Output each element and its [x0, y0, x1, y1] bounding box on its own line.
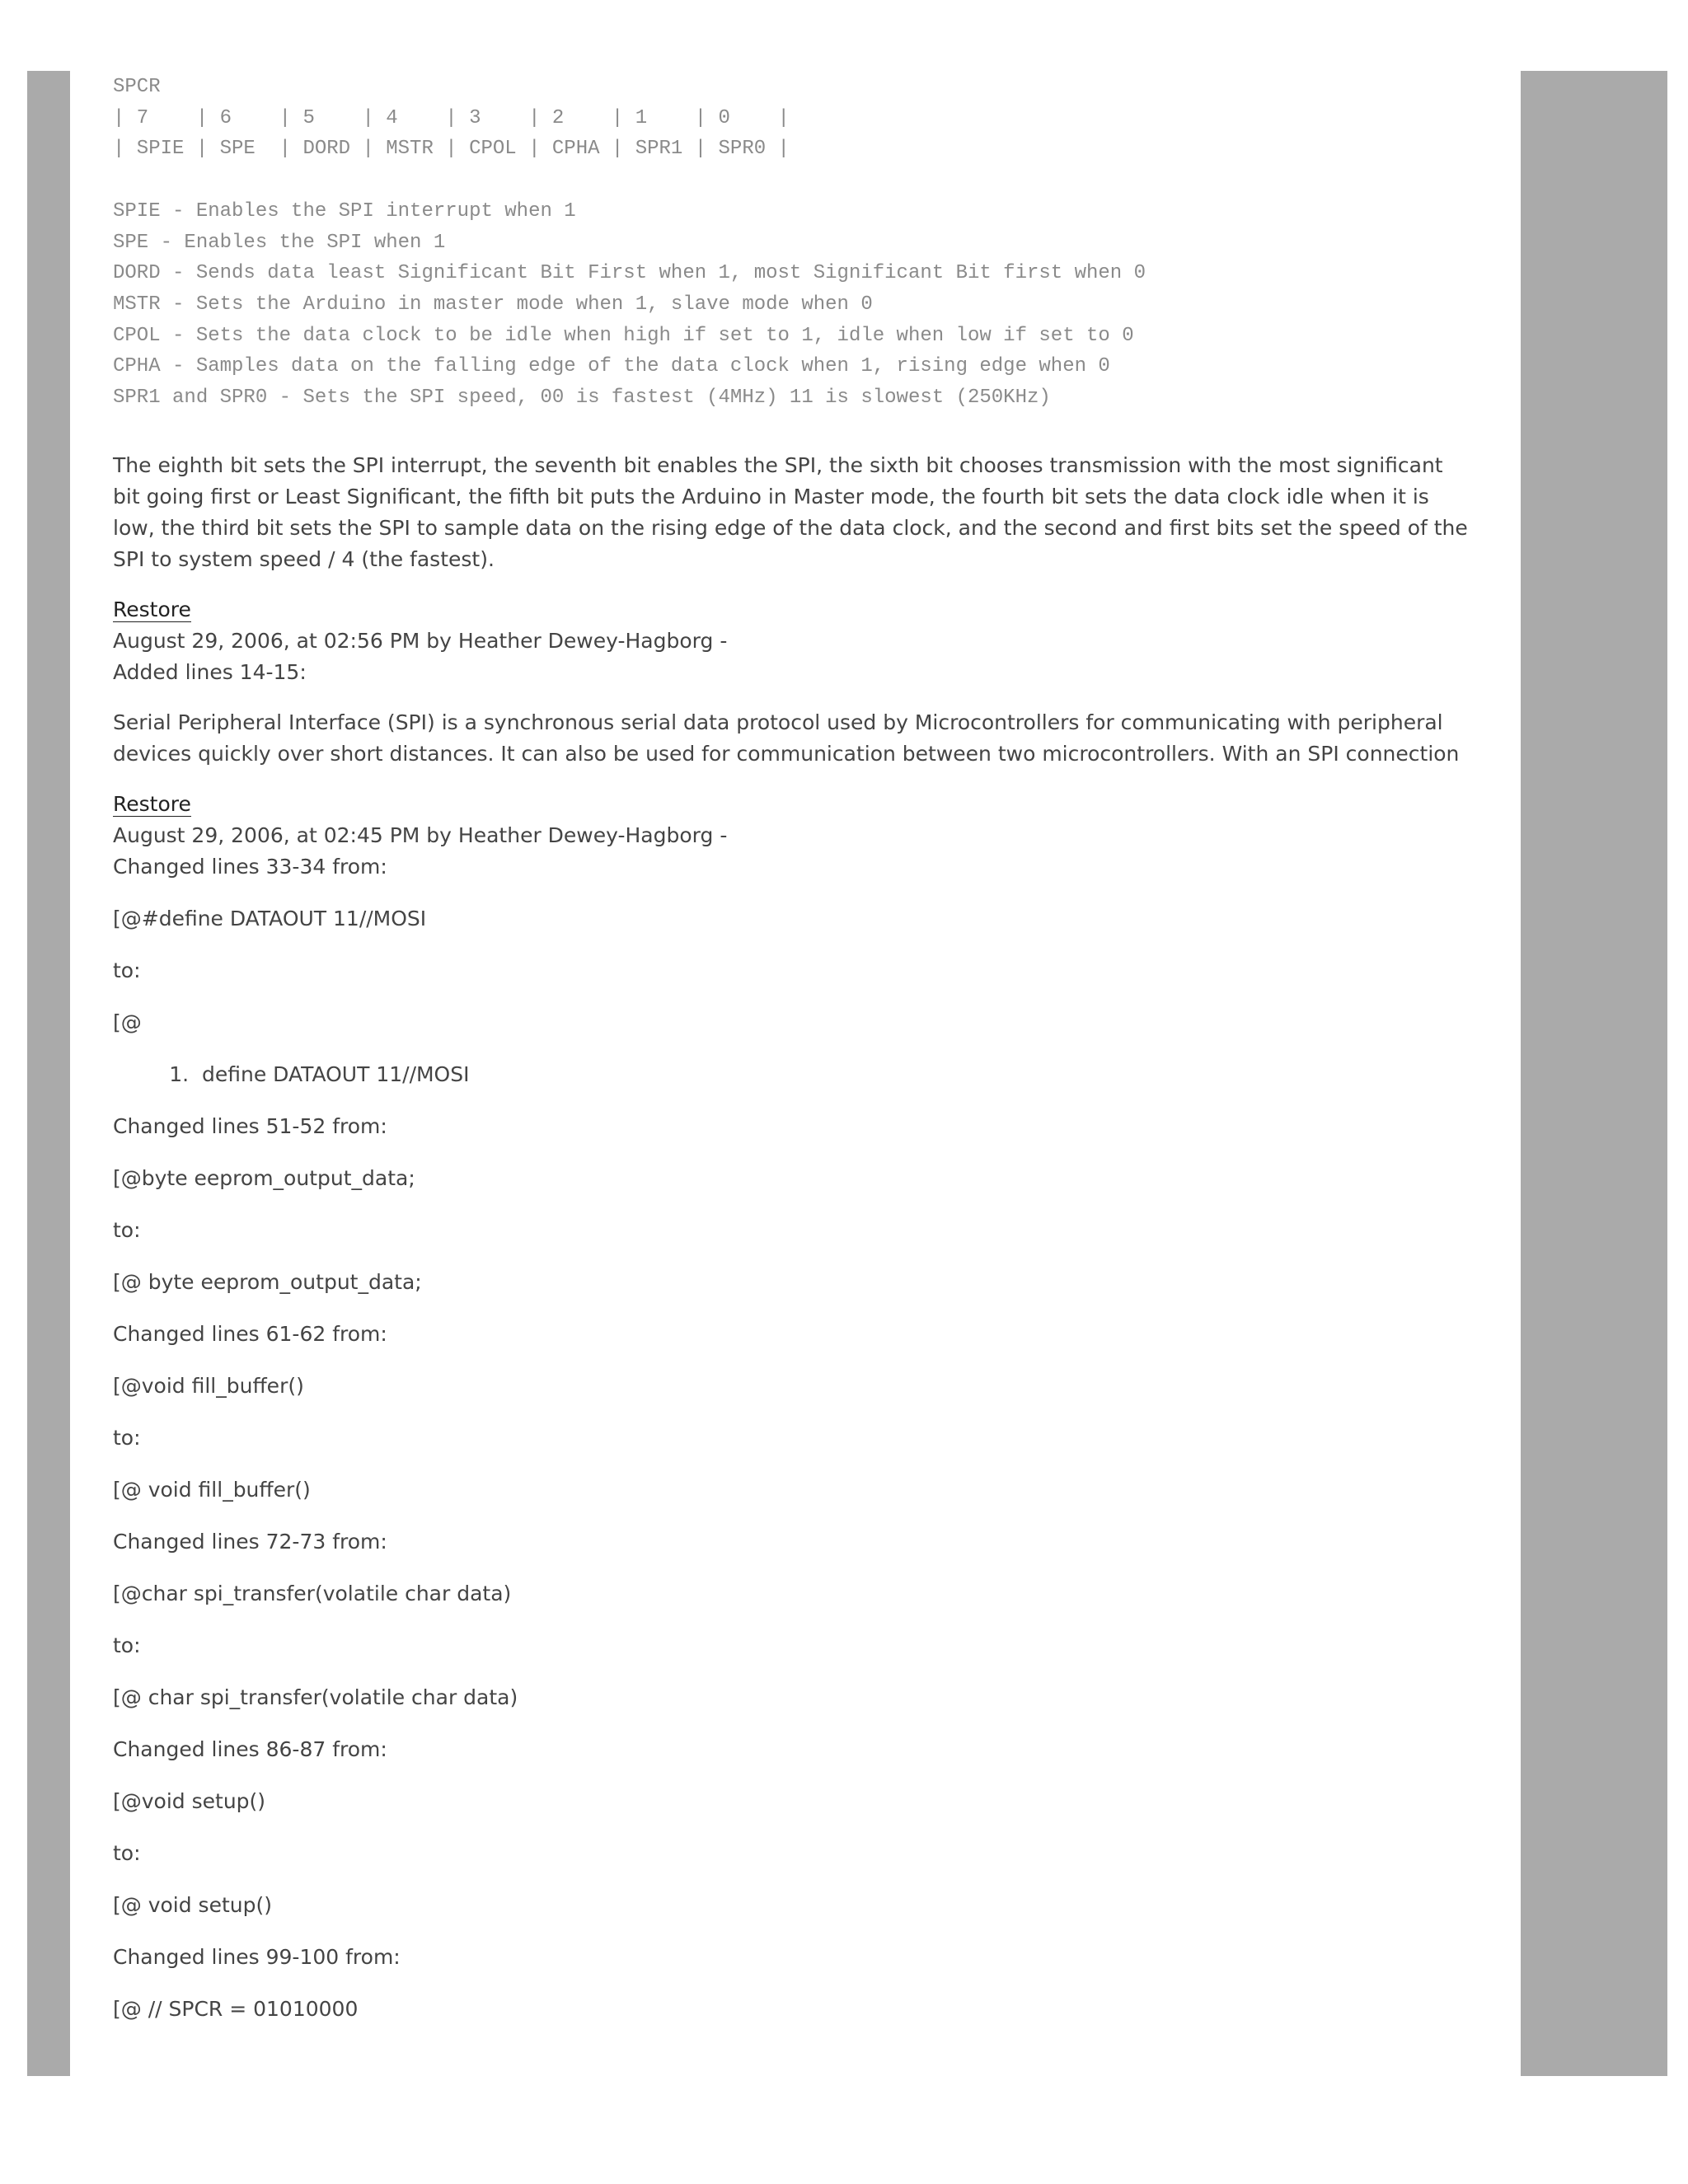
diff-change-summary: Changed lines 51-52 from: [113, 1113, 387, 1138]
diff-change-summary: Changed lines 86-87 from: [113, 1736, 387, 1761]
diff-numbered-list [113, 1059, 1469, 1090]
code-line: SPE - Enables the SPI when 1 [113, 231, 446, 254]
code-line: | 7 | 6 | 5 | 4 | 3 | 2 | 1 | 0 | [113, 106, 790, 129]
code-line: DORD - Sends data least Significant Bit First when 1, most Significant Bit first when 0 [113, 262, 1146, 285]
right-side-bar [1521, 71, 1667, 2076]
restore-link[interactable]: Restore [113, 597, 191, 621]
diff-to-line: [@ byte eeprom_output_data; [113, 1269, 422, 1294]
diff-to-line: [@ void setup() [113, 1892, 272, 1917]
diff-from-line: [@void fill_buffer() [113, 1373, 304, 1398]
code-line: CPHA - Samples data on the falling edge of the data clock when 1, rising edge when 0 [113, 355, 1110, 378]
spi-intro-paragraph: Serial Peripheral Interface (SPI) is a synchronous serial data protocol used by Microcontrollers for communicating with peripheral devices quickly over short distances. It can also be used for communication between two microcontrollers. With an SPI connection [113, 710, 1460, 766]
diff-to-label: to: [113, 1840, 141, 1865]
history-entry [113, 789, 1469, 883]
diff-from-line: [@#define DATAOUT 11//MOSI [113, 906, 427, 930]
code-line: | SPIE | SPE | DORD | MSTR | CPOL | CPHA | SPR1 | SPR0 | [113, 138, 790, 161]
code-line: SPCR [113, 76, 161, 98]
diff-to-label: to: [113, 1633, 141, 1657]
diff-from-line: [@char spi_transfer(volatile char data) [113, 1581, 512, 1605]
diff-to-line: [@ [113, 1010, 142, 1034]
diff-to-label: to: [113, 1425, 141, 1450]
spcr-code-block [113, 72, 1469, 414]
page-content [113, 72, 1469, 2046]
history-entry [113, 594, 1469, 688]
code-line: SPIE - Enables the SPI interrupt when 1 [113, 199, 576, 223]
code-line: CPOL - Sets the data clock to be idle when high if set to 1, idle when low if set to 0 [113, 324, 1134, 347]
diff-from-line: [@byte eeprom_output_data; [113, 1165, 415, 1190]
code-line: SPR1 and SPR0 - Sets the SPI speed, 00 is fastest (4MHz) 11 is slowest (250KHz) [113, 387, 1051, 410]
code-line: MSTR - Sets the Arduino in master mode when 1, slave mode when 0 [113, 293, 873, 316]
diff-change-summary: Changed lines 61-62 from: [113, 1321, 387, 1346]
diff-from-line: [@ // SPCR = 01010000 [113, 1996, 359, 2021]
entry-change-summary: Added lines 14-15: [113, 659, 307, 684]
diff-change-summary: Changed lines 99-100 from: [113, 1944, 401, 1969]
diff-to-line: [@ void fill_buffer() [113, 1477, 311, 1502]
left-side-bar [27, 71, 70, 2076]
diff-to-line: [@ char spi_transfer(volatile char data) [113, 1685, 518, 1709]
diff-from-line: [@void setup() [113, 1788, 266, 1813]
entry-meta: August 29, 2006, at 02:56 PM by Heather Dewey-Hagborg - [113, 628, 728, 653]
diff-to-label: to: [113, 1217, 141, 1242]
diff-to-label: to: [113, 958, 141, 982]
restore-link[interactable]: Restore [113, 791, 191, 816]
list-item: 1. define DATAOUT 11//MOSI [195, 1059, 1469, 1090]
bits-explanation-paragraph: The eighth bit sets the SPI interrupt, the seventh bit enables the SPI, the sixth bit chooses transmission with the most significant bit going first or Least Significant, the fifth bit puts the Arduino in Master mode, the fourth bit sets the data clock idle when it is low, the third bit sets the SPI to sample data on the rising edge of the data clock, and the second and first bits set the speed of the SPI to system speed / 4 (the fastest). [113, 452, 1468, 571]
entry-meta: August 29, 2006, at 02:45 PM by Heather Dewey-Hagborg - [113, 823, 728, 847]
diff-change-summary: Changed lines 72-73 from: [113, 1529, 387, 1554]
entry-change-summary: Changed lines 33-34 from: [113, 854, 387, 879]
